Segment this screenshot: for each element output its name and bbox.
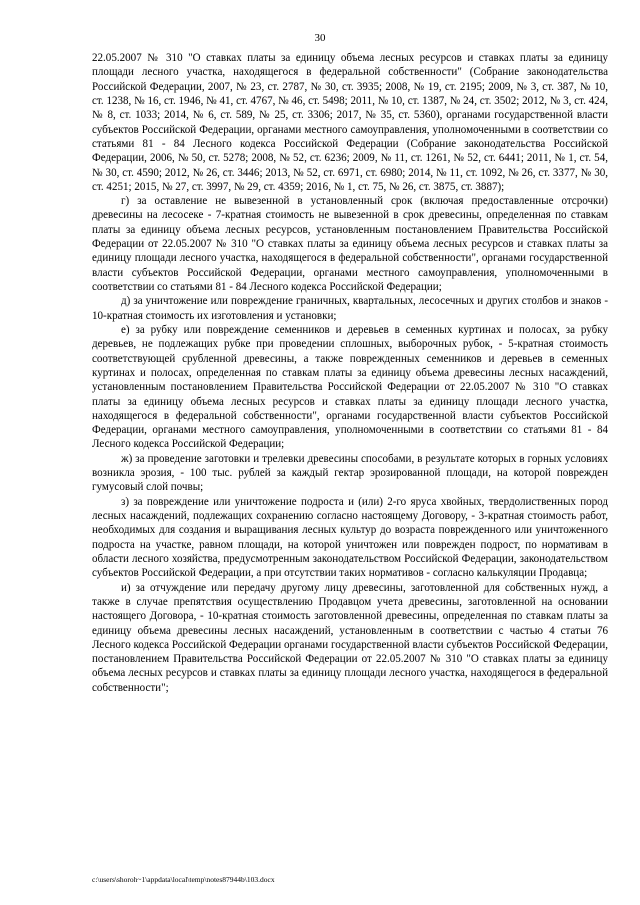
paragraph-item-zh: ж) за проведение заготовки и трелевки древесины способами, в результате которых в горных условиях возникла эрозия, - 100 тыс. рублей за каждый гектар эрозированной площади, на которой поврежден гумусовый слой почвы; xyxy=(92,452,608,494)
paragraph-item-g: г) за оставление не вывезенной в установленный срок (включая предоставленные отсрочки) древесины на лесосеке - 7-кратная стоимость не вывезенной в срок древесины, определенная по ставкам платы за единицу объема лесных ресурсов, установленным постановлением Правительства Российской Федерации от 22.05.2007 № 310 "О ставках платы за единицу объема лесных ресурсов и ставках платы за единицу площади лесного участка, находящегося в федеральной собственности", органами государственной власти субъектов Российской Федерации, органами местного самоуправления, уполномоченными в соответствии со статьями 81 - 84 Лесного кодекса Российской Федерации; xyxy=(92,195,608,293)
page-number: 30 xyxy=(314,32,326,44)
paragraph-item-z: з) за повреждение или уничтожение подроста и (или) 2-го яруса хвойных, твердолиственных пород лесных насаждений, подлежащих сохранению согласно настоящему Договору, - 3-кратная стоимость работ, необходимых для создания и выращивания лесных культур до возраста поврежденного или уничтоженного подроста на участке, равном площади, на которой уничтожен или поврежден подрост, по нормативам в области лесного хозяйства, предусмотренным законодательством Российской Федерации, законодательством субъектов Российской Федерации, а при отсутствии таких нормативов - согласно калькуляции Продавца; xyxy=(92,495,608,580)
paragraph-continuation: 22.05.2007 № 310 "О ставках платы за единицу объема лесных ресурсов и ставках платы за единицу площади лесного участка, находящегося в федеральной собственности" (Собрание законодательства Российской Федерации, 2007, № 23, ст. 2787, № 30, ст. 3935; 2008, № 19, ст. 2195; 2009, № 3, ст. 387, № 10, ст. 1238, № 16, ст. 1946, № 41, ст. 4767, № 46, ст. 5498; 2011, № 10, ст. 1387, № 24, ст. 3502; 2012, № 3, ст. 424, № 8, ст. 1033; 2014, № 6, ст. 589, № 25, ст. 3306; 2017, № 35, ст. 5360), органами государственной власти субъектов Российской Федерации, органами местного самоуправления, уполномоченными в соответствии со статьями 81 - 84 Лесного кодекса Российской Федерации (Собрание законодательства Российской Федерации, 2006, № 50, ст. 5278; 2008, № 52, ст. 6236; 2009, № 11, ст. 1261, № 52, ст. 6441; 2011, № 1, ст. 54, № 30, ст. 4590; 2012, № 26, ст. 3446; 2013, № 52, ст. 6971, ст. 6980; 2014, № 11, ст. 1092, № 26, ст. 3377, № 30, ст. 4251; 2015, № 27, ст. 3997, № 29, ст. 4359; 2016, № 1, ст. 75, № 26, ст. 3875, ст. 3887); xyxy=(92,52,608,193)
footer-file-path: c:\users\shoroh~1\appdata\local\temp\notes87944b\103.docx xyxy=(92,875,275,884)
document-body xyxy=(92,51,608,695)
paragraph-item-d: д) за уничтожение или повреждение граничных, квартальных, лесосечных и других столбов и знаков - 10-кратная стоимость их изготовления и установки; xyxy=(92,295,608,322)
paragraph-item-i: и) за отчуждение или передачу другому лицу древесины, заготовленной для собственных нужд, а также в случае препятствия осуществлению Продавцом учета древесины, заготовленной на основании настоящего Договора, - 10-кратная стоимость заготовленной древесины, определенная по ставкам платы за единицу объема древесины лесных насаждений, установленным в соответствии с частью 4 статьи 76 Лесного кодекса Российской Федерации органами государственной власти субъектов Российской Федерации, постановлением Правительства Российской Федерации от 22.05.2007 № 310 "О ставках платы за единицу объема лесных ресурсов и ставках платы за единицу площади лесного участка, находящегося в федеральной собственности"; xyxy=(92,581,608,694)
paragraph-item-e: е) за рубку или повреждение семенников и деревьев в семенных куртинах и полосах, за рубку деревьев, не подлежащих рубке при проведении сплошных, выборочных рубок, - 5-кратная стоимость соответствующей срубленной древесины, а также поврежденных семенников и деревьев в семенных куртинах и полосах, определенная по ставкам платы за единицу объема древесины лесных насаждений, установленным постановлением Правительства Российской Федерации от 22.05.2007 № 310 "О ставках платы за единицу объема лесных ресурсов и ставках платы за единицу площади лесного участка, находящегося в федеральной собственности", органами государственной власти субъектов Российской Федерации, органами местного самоуправления, уполномоченными в соответствии со статьями 81 - 84 Лесного кодекса Российской Федерации; xyxy=(92,323,608,451)
